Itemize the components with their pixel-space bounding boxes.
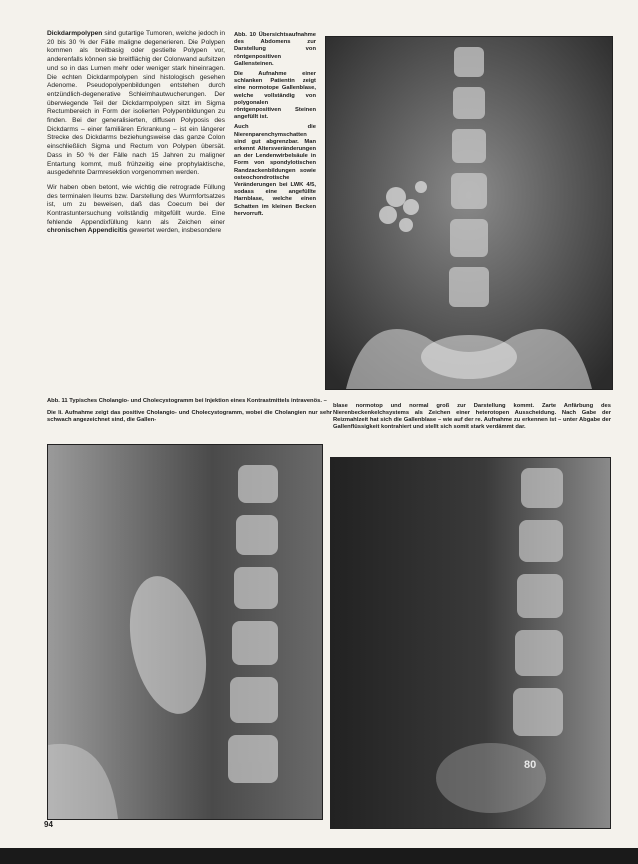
term-dickdarmpolypen: Dickdarmpolypen (47, 30, 103, 37)
xray-cholecystogram-left (47, 444, 323, 820)
figure-11-caption-right: blase normotop und normal groß zur Darstellung kommt. Zarte Anfärbung des Nierenbeckenkelchsystems als Zeichen einer heterotopen Ausscheidung. Nach Gabe der Reizmahlzeit hat sich die Gallenblase – wie auf der re. Aufnahme zu erkennen ist – unter Abgabe der Gallenflüssigkeit kontrahiert und stellt sich somit stark verdämmt dar. (333, 403, 611, 430)
bottom-bar (0, 848, 638, 864)
xray-abdomen-overview (325, 36, 613, 390)
term-appendicitis: chronischen Appendicitis (47, 227, 128, 235)
figure-11-caption-left: Abb. 11 Typisches Cholangio- und Cholecystogramm bei Injektion eines Kontrastmittels intravenös. – Die li. Aufnahme zeigt das positive Cholangio- und Cholecystogramm, wobei die Cholangien nur sehr schwach angezeichnet sind, die Gallen- (47, 398, 332, 423)
xray-marker-label: 80 (524, 759, 537, 771)
body-text-column (47, 30, 225, 242)
paragraph-appendix: Wir haben oben betont, wie wichtig die retrograde Füllung des terminalen Ileums bzw. Darstellung des Wurmfortsatzes ist, um zu beweisen, daß das Coecum bei der Kontrastuntersuchung vollständig mitgefüllt wurde. Eine fehlende Appendixfüllung kann als Zeichen einer chronischen Appendicitis gewertet werden, insbesondere (47, 183, 225, 235)
xray-cholecystogram-right (330, 457, 611, 829)
paragraph-polyps: Dickdarmpolypen sind gutartige Tumoren, welche jedoch in 20 bis 30 % der Fälle maligne degenerieren. Die Polypen kommen als breitbasig oder gestielte Polypen vor, anderenfalls können sie breitflächig der Colonwand aufsitzen und so in das Lumen mehr oder weniger stark hineinragen. Die echten Dickdarmpolypen sind histologisch gesehen Adenome. Pseudopolypenbildungen entstehen durch entzündlich-degenerative Schleimhautwucherungen. Der überwiegende Teil der Dickdarmpolypen sitzt im Sigma Rectumbereich in Form der isolierten Polypenbildungen zu finden. Bei der generalisierten, diffusen Polyposis des Dickdarms – einer familiären Erkrankung – ist ein längerer Strecke des Dickdarms beziehungsweise das ganze Colon einschließlich Sigma und Rectum von Polypen übersät. Dass in 50 % der Fälle nach 15 Jahren zu maligner Entartung kommt, muß frühzeitig eine prophylaktische, ausgedehnte Darmresektion vorgenommen werden. (47, 30, 225, 177)
page-number: 94 (44, 820, 53, 829)
figure-10-caption: Abb. 10 Übersichtsaufnahme des Abdomens zur Darstellung von röntgenpositiven Gallensteinen. Die Aufnahme einer schlanken Patientin zeigt eine normotope Gallenblase, welche vollständig von polygonalen röntgenpositiven Steinen angefüllt ist. Auch die Nierenparenchymschatten sind gut abgrenzbar. Man erkennt Altersveränderungen an der Lendenwirbelsäule in Form von spondylotischen Randzackenbildungen sowie osteochondrotische Veränderungen bei LWK 4/5, sodass eine angefüllte Harnblase, welche einen Schatten im kleinen Becken hervorruft. (234, 32, 316, 217)
